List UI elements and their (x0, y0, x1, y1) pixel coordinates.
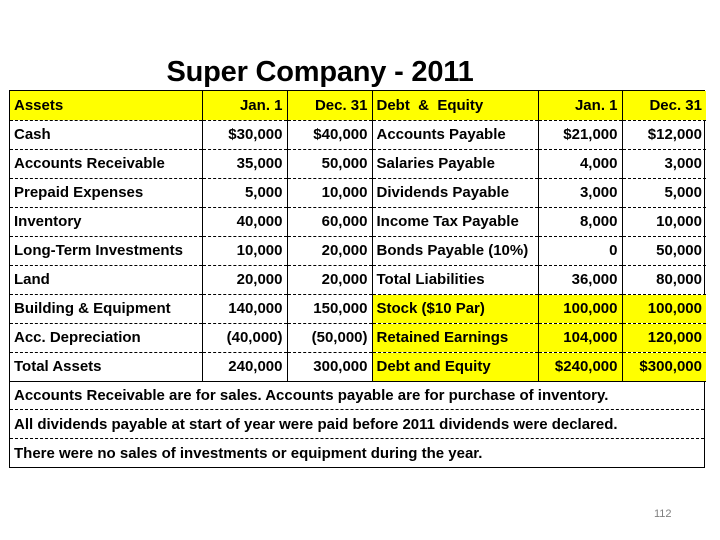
header-row (10, 91, 706, 120)
table-row (10, 120, 706, 149)
asset-dec31: 50,000 (287, 149, 372, 178)
table-row (10, 294, 706, 323)
liability-dec31: 100,000 (622, 294, 706, 323)
asset-label: Prepaid Expenses (10, 178, 202, 207)
header-assets-dec31: Dec. 31 (287, 91, 372, 120)
liability-label: Bonds Payable (10%) (372, 236, 538, 265)
totals-row (10, 352, 706, 381)
liability-label: Debt and Equity (372, 352, 538, 381)
asset-dec31: 150,000 (287, 294, 372, 323)
notes-section (10, 381, 704, 468)
asset-label: Acc. Depreciation (10, 323, 202, 352)
asset-jan1: $30,000 (202, 120, 287, 149)
liability-jan1: $21,000 (538, 120, 622, 149)
liability-jan1: 104,000 (538, 323, 622, 352)
page-title: Super Company - 2011 (166, 56, 474, 88)
liability-label: Stock ($10 Par) (372, 294, 538, 323)
asset-jan1: 5,000 (202, 178, 287, 207)
liability-label: Dividends Payable (372, 178, 538, 207)
asset-jan1: 10,000 (202, 236, 287, 265)
liability-dec31: 80,000 (622, 265, 706, 294)
asset-label: Total Assets (10, 352, 202, 381)
liability-dec31: $300,000 (622, 352, 706, 381)
liability-dec31: 120,000 (622, 323, 706, 352)
header-assets-jan1: Jan. 1 (202, 91, 287, 120)
liability-dec31: 5,000 (622, 178, 706, 207)
table-row (10, 178, 706, 207)
asset-dec31: 60,000 (287, 207, 372, 236)
balance-sheet-table (10, 91, 706, 382)
note-line: All dividends payable at start of year were paid before 2011 dividends were declared. (10, 410, 704, 439)
asset-label: Long-Term Investments (10, 236, 202, 265)
header-assets: Assets (10, 91, 202, 120)
liability-label: Total Liabilities (372, 265, 538, 294)
liability-jan1: 36,000 (538, 265, 622, 294)
liability-label: Retained Earnings (372, 323, 538, 352)
liability-dec31: 3,000 (622, 149, 706, 178)
liability-jan1: 100,000 (538, 294, 622, 323)
header-debt-jan1: Jan. 1 (538, 91, 622, 120)
table-row (10, 149, 706, 178)
note-line: Accounts Receivable are for sales. Accounts payable are for purchase of inventory. (10, 381, 704, 410)
liability-dec31: 50,000 (622, 236, 706, 265)
asset-dec31: $40,000 (287, 120, 372, 149)
asset-dec31: 20,000 (287, 236, 372, 265)
asset-label: Building & Equipment (10, 294, 202, 323)
liability-jan1: 0 (538, 236, 622, 265)
asset-jan1: 140,000 (202, 294, 287, 323)
asset-dec31: 300,000 (287, 352, 372, 381)
liability-jan1: $240,000 (538, 352, 622, 381)
asset-jan1: (40,000) (202, 323, 287, 352)
liability-label: Accounts Payable (372, 120, 538, 149)
header-debt-dec31: Dec. 31 (622, 91, 706, 120)
liability-dec31: $12,000 (622, 120, 706, 149)
asset-dec31: 20,000 (287, 265, 372, 294)
asset-jan1: 35,000 (202, 149, 287, 178)
liability-label: Salaries Payable (372, 149, 538, 178)
table-row (10, 323, 706, 352)
liability-jan1: 3,000 (538, 178, 622, 207)
balance-sheet (9, 90, 705, 468)
table-row (10, 207, 706, 236)
liability-label: Income Tax Payable (372, 207, 538, 236)
asset-label: Accounts Receivable (10, 149, 202, 178)
asset-label: Land (10, 265, 202, 294)
asset-dec31: (50,000) (287, 323, 372, 352)
note-line: There were no sales of investments or equipment during the year. (14, 445, 483, 462)
liability-dec31: 10,000 (622, 207, 706, 236)
liability-jan1: 4,000 (538, 149, 622, 178)
asset-label: Inventory (10, 207, 202, 236)
asset-jan1: 240,000 (202, 352, 287, 381)
table-row (10, 236, 706, 265)
header-debt-equity: Debt & Equity (372, 91, 538, 120)
table-row (10, 265, 706, 294)
asset-jan1: 20,000 (202, 265, 287, 294)
liability-jan1: 8,000 (538, 207, 622, 236)
asset-dec31: 10,000 (287, 178, 372, 207)
page-number: 112 (654, 508, 672, 520)
asset-jan1: 40,000 (202, 207, 287, 236)
asset-label: Cash (10, 120, 202, 149)
